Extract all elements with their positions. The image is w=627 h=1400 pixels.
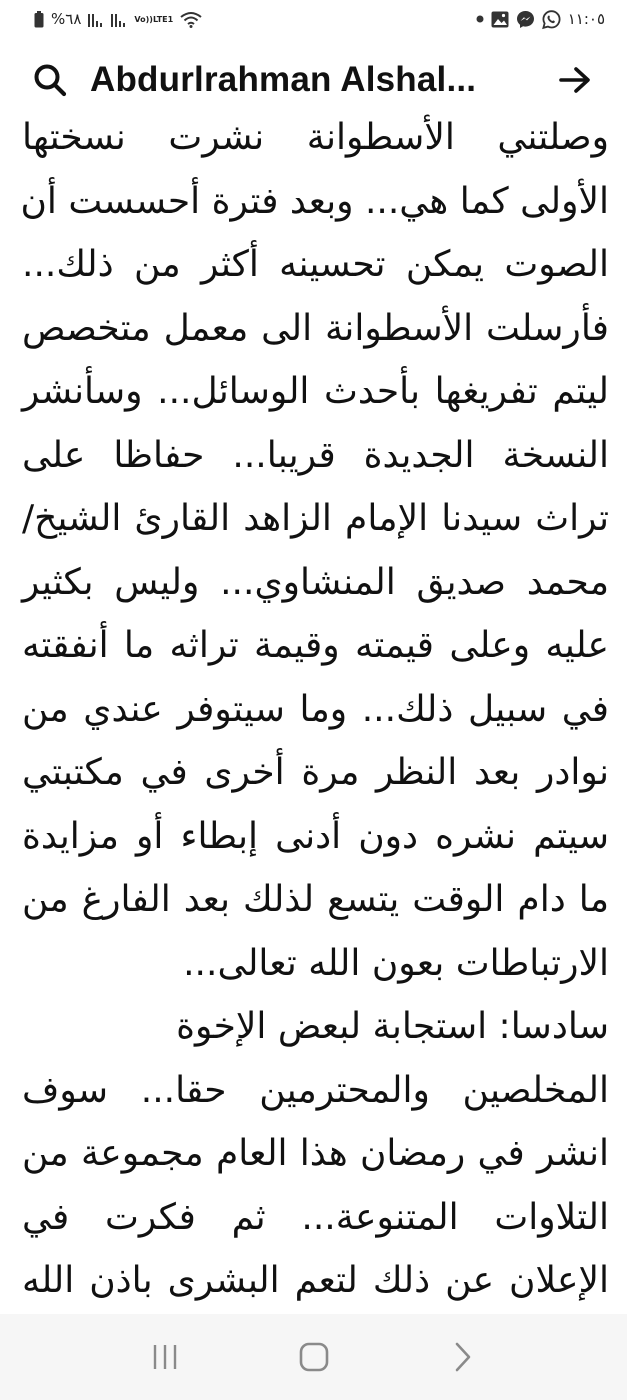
home-button[interactable] [284, 1327, 344, 1387]
recents-icon [150, 1344, 180, 1370]
messenger-icon [516, 10, 535, 29]
clock: ١١:٠٥ [567, 9, 605, 28]
text-line: الإعلان عن ذلك لتعم البشرى باذن الله [22, 1260, 609, 1301]
text-line: النسخة الجديدة قريبا... حفاظا على [22, 434, 609, 476]
home-icon [299, 1342, 329, 1372]
status-right [476, 10, 605, 29]
search-icon [33, 63, 67, 97]
text-line: انشر في رمضان هذا العام مجموعة من [22, 1133, 609, 1174]
text-line: في سبيل ذلك... وما سيتوفر عندي من [22, 688, 609, 730]
search-button[interactable] [30, 60, 70, 100]
status-left [34, 11, 202, 28]
back-button[interactable] [433, 1327, 493, 1387]
arrow-right-icon [559, 66, 591, 94]
text-line: ما دام الوقت يتسع لذلك بعد الفارغ من [22, 879, 609, 920]
page-title: Abdurlrahman Alshal... [90, 60, 477, 99]
back-chevron-icon [453, 1342, 473, 1372]
text-line: الأولى كما هي... وبعد فترة أحسست أن [20, 180, 609, 222]
recents-button[interactable] [135, 1327, 195, 1387]
text-line: التلاوات المتنوعة... ثم فكرت في [22, 1196, 609, 1238]
text-line: عليه وعلى قيمته وقيمة تراثه ما أنفقته [22, 625, 609, 666]
text-line: نوادر بعد النظر مرة أخرى في مكتبتي [22, 752, 609, 793]
text-line: الصوت يمكن تحسينه أكثر من ذلك... [22, 244, 609, 285]
post-text[interactable] [22, 106, 609, 1314]
battery-percent: %٦٨ [51, 9, 82, 28]
text-line: محمد صديق المنشاوي... وليس بكثير [22, 561, 609, 603]
app-header [0, 50, 627, 110]
text-line: سيتم نشره دون أدنى إبطاء أو مزايدة [22, 815, 609, 857]
volte-icon [134, 15, 173, 24]
text-line: سادسا: استجابة لبعض الإخوة [176, 1006, 609, 1047]
text-line: ليتم تفريغها بأحدث الوسائل... وسأنشر [22, 371, 609, 412]
forward-button[interactable] [555, 60, 595, 100]
text-line: وصلتني الأسطوانة نشرت نسختها [22, 117, 609, 158]
navigation-bar [0, 1314, 627, 1400]
volte-bottom-label: LTE1 [152, 14, 174, 24]
text-line: فأرسلت الأسطوانة الى معمل متخصص [22, 307, 609, 349]
battery-icon [34, 11, 44, 28]
status-bar [0, 0, 627, 38]
signal-icon [111, 12, 127, 27]
signal-icon [88, 12, 104, 27]
whatsapp-icon [542, 10, 561, 29]
dot-icon [476, 15, 484, 23]
text-line: الارتباطات بعون الله تعالى... [183, 942, 609, 984]
gallery-icon [491, 11, 509, 28]
volte-top-label: Vo)) [134, 14, 153, 24]
text-line: المخلصين والمحترمين حقا... سوف [22, 1069, 609, 1111]
wifi-icon [180, 11, 202, 28]
text-line: تراث سيدنا الإمام الزاهد القارئ الشيخ/ [22, 498, 609, 539]
